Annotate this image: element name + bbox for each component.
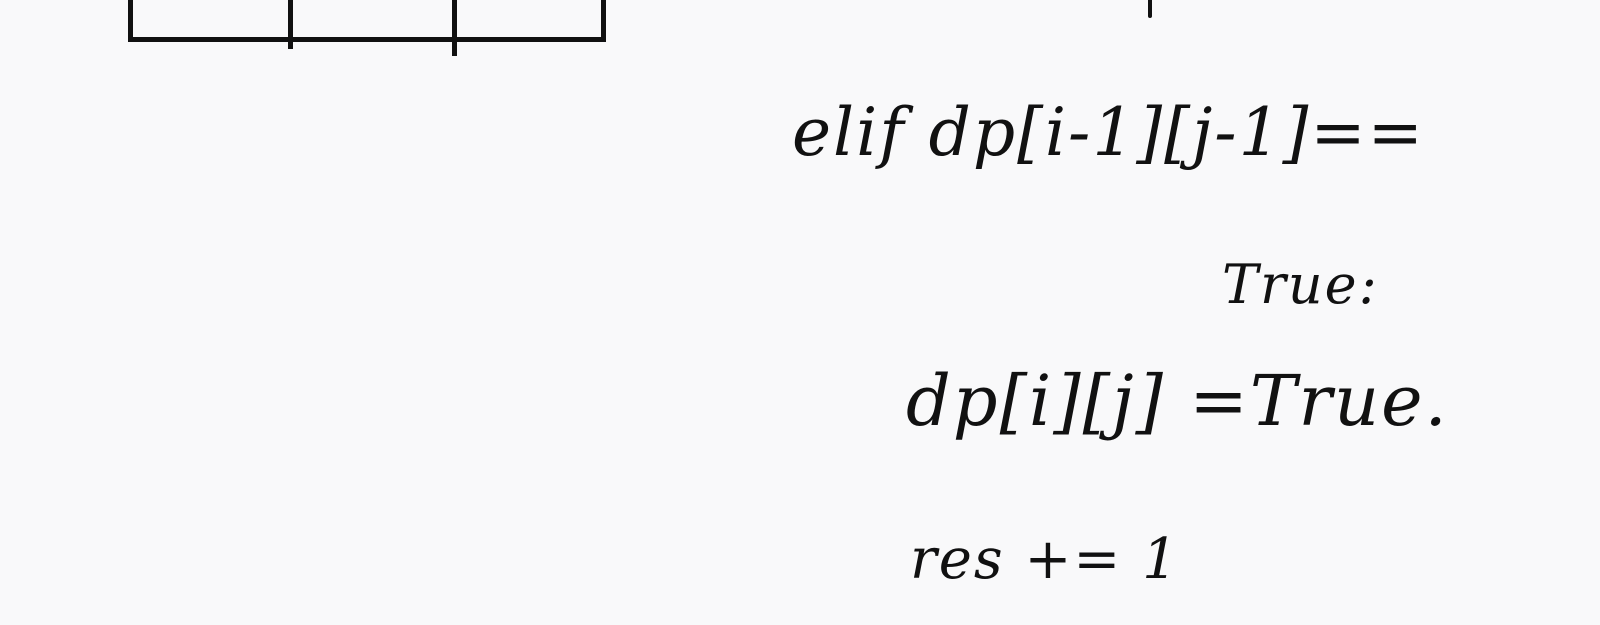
table-sketch [128, 0, 606, 42]
table-divider [452, 0, 457, 56]
code-line-assign: dp[i][j] =True. [906, 360, 1449, 442]
code-line-true: True: [1222, 253, 1379, 316]
table-divider [288, 0, 293, 49]
code-line-res: res += 1 [910, 527, 1180, 592]
code-line-elif: elif dp[i-1][j-1]== [792, 94, 1425, 171]
previous-line-stroke [1148, 0, 1152, 18]
